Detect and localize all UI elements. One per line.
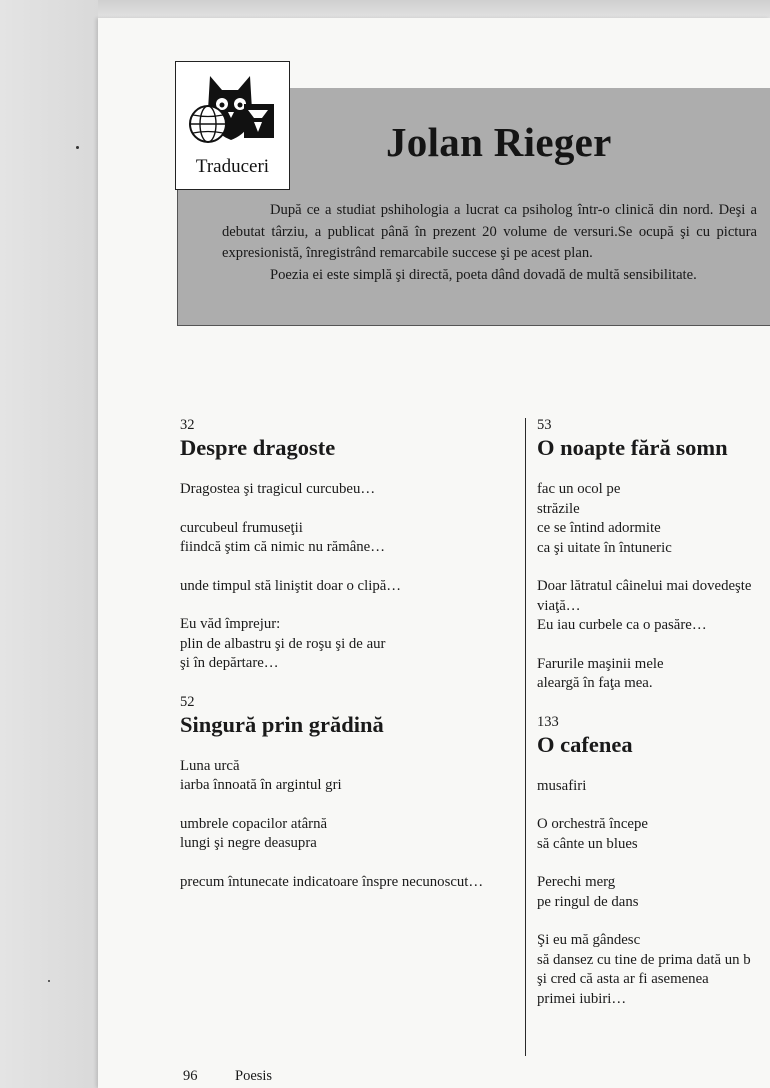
verse-line: fac un ocol pe: [537, 481, 621, 497]
poem: [537, 416, 770, 694]
verse-line: viaţă…: [537, 597, 581, 614]
scan-speck: [76, 146, 79, 149]
stanza: [537, 655, 770, 694]
verse-line: musafiri: [537, 777, 587, 794]
stanza: [180, 615, 515, 674]
verse-line: Luna urcă: [180, 757, 240, 774]
poem: [180, 693, 515, 893]
verse-line: O orchestră începe: [537, 816, 648, 832]
column-divider: [525, 418, 526, 1056]
verse-line: Şi eu mă gândesc: [537, 932, 641, 948]
verse-line: lungi şi negre deasupra: [180, 835, 317, 851]
stanza: [537, 777, 770, 797]
verse-line: Dragostea şi tragicul curcubeu…: [180, 481, 376, 497]
verse-line: umbrele copacilor atârnă: [180, 815, 328, 832]
verse-line: primei iubiri…: [537, 990, 627, 1007]
scan-top-shadow: [0, 0, 770, 18]
poem-title: Despre dragoste: [180, 435, 336, 460]
stanza: [537, 931, 770, 1009]
poem-number: 53: [537, 417, 552, 433]
traduceri-logo: [175, 61, 290, 190]
verse-line: iarba înnoată în argintul gri: [180, 777, 342, 793]
verse-line: să dansez cu tine de prima dată un b: [537, 951, 751, 968]
poem: [180, 416, 515, 674]
verse-line: Farurile maşinii mele: [537, 655, 664, 672]
scan-speck: [48, 980, 50, 982]
owl-globe-icon: [188, 70, 278, 150]
verse-line: Perechi merg: [537, 874, 616, 890]
stanza: [180, 519, 515, 558]
poem-number: 32: [180, 417, 195, 433]
bio-paragraph: După ce a studiat pshihologia a lucrat ca psiholog într-o clinică din nord. Deşi a debutat târziu, a publicat până în prezent 20 volume de versuri.Se ocupă şi cu pictura expresionistă, înregistrând remarcabile succese şi pe acest plan.: [222, 202, 757, 261]
verse-line: aleargă în faţa mea.: [537, 675, 653, 691]
verse-line: pe ringul de dans: [537, 893, 639, 910]
verse-line: fiindcă ştim că nimic nu rămâne…: [180, 539, 386, 555]
verse-line: ca şi uitate în întuneric: [537, 539, 672, 556]
poem-title: Singură prin grădină: [180, 711, 384, 737]
verse-line: străzile: [537, 500, 580, 517]
verse-line: şi în depărtare…: [180, 655, 279, 671]
verse-line: curcubeul frumuseţii: [180, 519, 303, 536]
poem-title: O cafenea: [537, 731, 633, 757]
stanza: [537, 577, 770, 636]
verse-line: Eu văd împrejur:: [180, 616, 281, 632]
verse-line: precum întunecate indicatoare înspre necunoscut…: [180, 873, 484, 890]
verse-line: Eu iau curbele ca o pasăre…: [537, 617, 707, 633]
left-column: [180, 416, 515, 911]
author-name: Jolan Rieger: [386, 119, 612, 165]
section-label: Traduceri: [195, 156, 270, 177]
poem: [537, 713, 770, 1010]
verse-line: unde timpul stă liniştit doar o clipă…: [180, 577, 402, 594]
author-bio: [222, 200, 757, 286]
stanza: [180, 480, 515, 500]
stanza: [537, 480, 770, 558]
stanza: [180, 577, 515, 597]
journal-name: Poesis: [235, 1068, 273, 1084]
stanza: [537, 873, 770, 912]
verse-line: Doar lătratul câinelui mai dovedeşte: [537, 578, 752, 594]
scan-left-margin: [0, 0, 98, 1088]
right-column: [537, 416, 770, 1028]
stanza: [180, 873, 515, 893]
verse-line: şi cred că asta ar fi asemenea: [537, 971, 709, 987]
verse-line: plin de albastru şi de roşu şi de aur: [180, 635, 386, 652]
bio-paragraph: Poezia ei este simplă şi directă, poeta dând dovadă de multă sensibilitate.: [270, 266, 697, 283]
stanza: [537, 815, 770, 854]
verse-line: ce se întind adormite: [537, 520, 661, 536]
stanza: [180, 757, 515, 796]
poem-number: 52: [180, 693, 195, 710]
page-number: 96: [183, 1068, 198, 1084]
poem-title: O noapte fără somn: [537, 435, 728, 460]
poem-number: 133: [537, 713, 559, 730]
stanza: [180, 815, 515, 854]
verse-line: să cânte un blues: [537, 835, 638, 852]
